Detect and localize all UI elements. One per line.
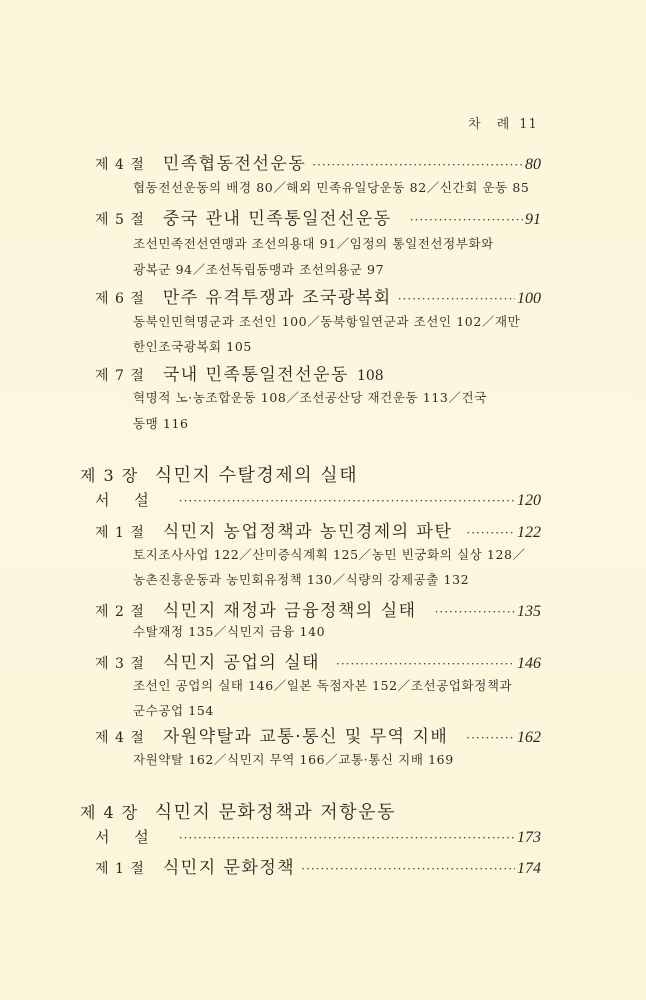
toc-ch4-section-1 (95, 853, 541, 878)
section-page: 91 (525, 211, 541, 228)
leader-dots (312, 158, 523, 172)
section-number: 제 7 절 (95, 368, 145, 384)
section-page: 108 (356, 368, 384, 384)
toc-ch3-section-2 (95, 596, 541, 621)
section-title: 자원약탈과 교통·통신 및 무역 지배 (162, 727, 449, 747)
toc-section-6 (95, 283, 541, 308)
toc-section-5 (95, 204, 541, 229)
chapter-title: 식민지 수탈경제의 실태 (154, 465, 359, 486)
toc-subtopics: 농촌진흥운동과 농민회유정책 130／식량의 강제공출 132 (133, 572, 470, 587)
section-number: 제 6 절 (95, 291, 145, 307)
section-title: 만주 유격투쟁과 조국광복회 (162, 288, 392, 308)
toc-ch3-section-3 (95, 648, 541, 673)
toc-subtopics: 한인조국광복회 105 (133, 339, 252, 354)
toc-ch3-section-4 (95, 722, 541, 747)
leader-dots (179, 831, 515, 845)
chapter-title: 식민지 문화정책과 저항운동 (154, 802, 396, 823)
section-title: 식민지 문화정책 (162, 858, 296, 878)
section-number: 제 1 절 (95, 861, 145, 877)
section-number: 제 2 절 (95, 604, 145, 620)
section-page: 173 (517, 829, 541, 846)
leader-dots (398, 292, 515, 306)
chapter-number: 제 4 장 (80, 803, 139, 822)
section-page: 174 (517, 860, 541, 877)
section-page: 135 (517, 603, 541, 620)
leader-dots (336, 657, 515, 671)
section-number: 서 설 (95, 491, 159, 509)
leader-dots (466, 731, 515, 745)
toc-chapter-4 (80, 798, 396, 824)
toc-subtopics: 군수공업 154 (133, 703, 214, 718)
toc-section-7 (95, 360, 541, 385)
toc-chapter-3 (80, 461, 358, 487)
toc-section-4 (95, 149, 541, 174)
toc-subtopics: 혁명적 노·농조합운동 108／조선공산당 재건운동 113／건국 (133, 390, 487, 405)
toc-ch3-section-1 (95, 517, 541, 542)
leader-dots (301, 862, 515, 876)
running-head-title: 차 례 (468, 117, 516, 132)
toc-subtopics: 동북인민혁명군과 조선인 100／동북항일연군과 조선인 102／재만 (133, 314, 521, 329)
section-page: 162 (517, 729, 541, 746)
toc-subtopics: 조선민족전선연맹과 조선의용대 91／임정의 통일전선정부화와 (133, 236, 494, 251)
toc-subtopics: 협동전선운동의 배경 80／해외 민족유일당운동 82／신간회 운동 85 (133, 180, 530, 195)
leader-dots (179, 494, 515, 508)
section-number: 제 3 절 (95, 656, 145, 672)
section-number: 제 4 절 (95, 730, 145, 746)
section-number: 제 5 절 (95, 212, 145, 228)
section-title: 중국 관내 민족통일전선운동 (162, 209, 392, 229)
section-title: 민족협동전선운동 (162, 154, 307, 174)
section-page: 100 (517, 290, 541, 307)
chapter-number: 제 3 장 (80, 466, 139, 485)
section-title: 식민지 공업의 실태 (162, 653, 321, 673)
leader-dots (410, 213, 523, 227)
section-page: 120 (517, 492, 541, 509)
toc-ch4-introduction (95, 826, 541, 848)
leader-dots (435, 605, 515, 619)
section-page: 80 (525, 156, 541, 173)
section-number: 제 4 절 (95, 157, 145, 173)
toc-subtopics: 수탈재정 135／식민지 금융 140 (133, 624, 326, 639)
section-title: 식민지 농업정책과 농민경제의 파탄 (162, 522, 453, 542)
toc-subtopics: 자원약탈 162／식민지 무역 166／교통·통신 지배 169 (133, 752, 454, 767)
toc-subtopics: 동맹 116 (133, 416, 189, 431)
toc-subtopics: 조선인 공업의 실태 146／일본 독점자본 152／조선공업화정책과 (133, 678, 513, 693)
leader-dots (466, 526, 515, 540)
page-number: 11 (519, 117, 538, 132)
toc-ch3-introduction (95, 489, 541, 511)
toc-subtopics: 토지조사사업 122／산미증식계획 125／농민 빈궁화의 실상 128／ (133, 547, 526, 562)
section-title: 식민지 재정과 금융정책의 실태 (162, 601, 417, 621)
section-number: 제 1 절 (95, 525, 145, 541)
toc-subtopics: 광복군 94／조선독립동맹과 조선의용군 97 (133, 262, 385, 277)
section-page: 122 (517, 524, 541, 541)
running-head (468, 113, 538, 132)
section-page: 146 (517, 655, 541, 672)
section-title: 국내 민족통일전선운동 (162, 365, 349, 385)
section-number: 서 설 (95, 828, 159, 846)
